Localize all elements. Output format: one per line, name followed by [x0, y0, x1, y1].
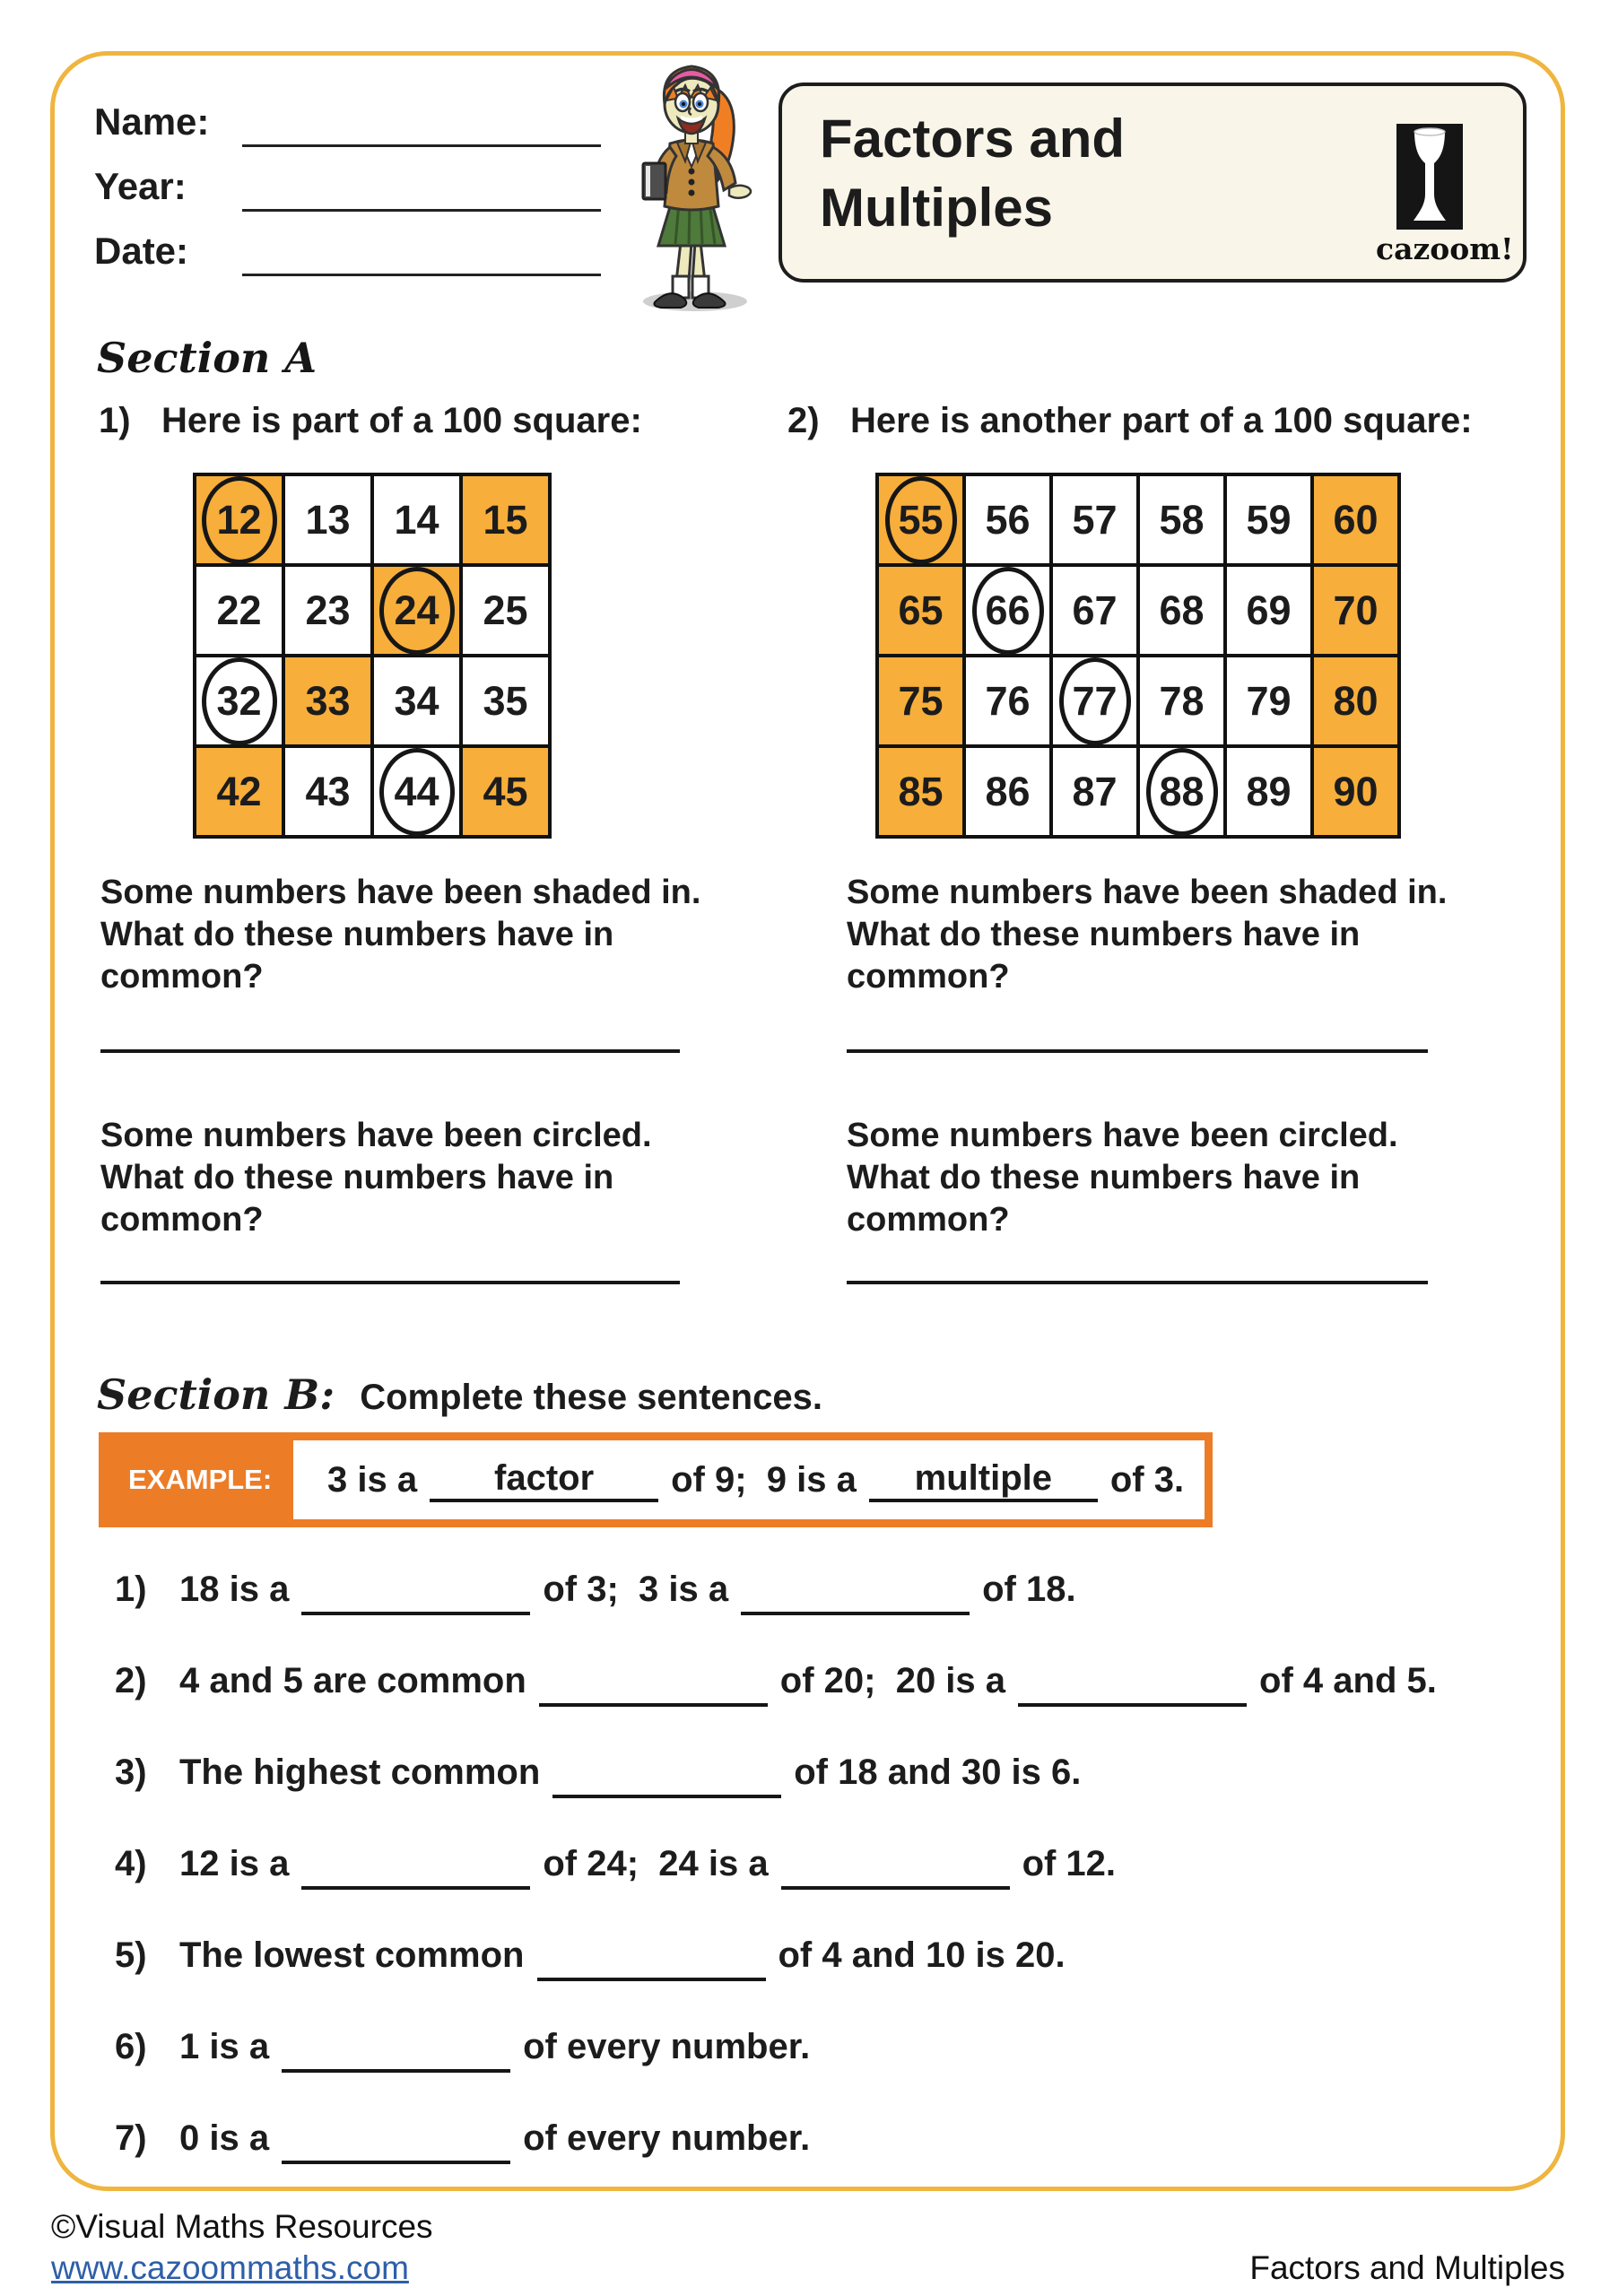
grid-cell-number: 69	[1246, 587, 1292, 633]
sentence	[179, 2118, 810, 2158]
grid-cell	[1138, 656, 1225, 746]
sentence-text: of 9; 9 is a	[671, 1459, 857, 1500]
grid-cell	[964, 565, 1051, 656]
sentence-text: 18 is a	[179, 1570, 290, 1609]
grid-cell	[461, 656, 550, 746]
grid-cell	[964, 474, 1051, 565]
grid-cell	[877, 746, 964, 837]
grid-cell	[195, 746, 283, 837]
grid-cell-number: 78	[1159, 677, 1205, 724]
grid-cell	[461, 474, 550, 565]
grid-cell-number: 80	[1333, 677, 1379, 724]
prompt-line: Some numbers have been circled.	[847, 1117, 1398, 1154]
grid-cell-number: 89	[1246, 768, 1292, 814]
grid-cell-number: 22	[216, 587, 262, 633]
answer-line	[847, 1281, 1428, 1284]
circle-annotation	[1059, 657, 1131, 745]
sentence	[179, 1661, 1437, 1700]
grid-cell	[1051, 565, 1138, 656]
answer-blank	[781, 1845, 1010, 1890]
sentence-item-4	[115, 1844, 1116, 1890]
circled-prompt-grid-1	[100, 1115, 652, 1241]
grid-cell	[283, 656, 372, 746]
question-2	[787, 401, 1473, 441]
grid-cell-number: 76	[985, 677, 1031, 724]
grid-cell-number: 44	[394, 768, 439, 814]
grid-cell-number: 24	[394, 587, 439, 633]
grid-cell-number: 35	[483, 677, 528, 724]
section-b-instruction: Complete these sentences.	[360, 1378, 822, 1417]
grid-cell	[461, 565, 550, 656]
grid-cell-number: 58	[1159, 496, 1205, 543]
sentence-item-6	[115, 2027, 810, 2073]
prompt-line: Some numbers have been shaded in.	[100, 874, 701, 911]
grid-cell	[1051, 656, 1138, 746]
circled-prompt-grid-2	[847, 1115, 1398, 1241]
grid-cell	[1138, 746, 1225, 837]
sentence-text: of 3.	[1109, 1459, 1185, 1500]
grid-cell	[461, 746, 550, 837]
grid-cell	[877, 656, 964, 746]
year-write-line	[242, 165, 601, 212]
question-1-text: Here is part of a 100 square:	[161, 401, 642, 440]
answer-line	[100, 1281, 680, 1284]
grid-cell-number: 77	[1072, 677, 1118, 724]
grid-cell-number: 23	[305, 587, 351, 633]
sentence-text: of 24; 24 is a	[543, 1844, 769, 1883]
circle-annotation	[972, 567, 1044, 655]
grid-cell-number: 88	[1159, 768, 1205, 814]
prompt-line: common?	[100, 958, 264, 996]
sentence-text: of 18.	[982, 1570, 1076, 1609]
grid-cell	[877, 565, 964, 656]
grid-cell-number: 90	[1333, 768, 1379, 814]
grid-cell	[372, 656, 461, 746]
grid-cell	[195, 656, 283, 746]
circle-annotation	[202, 476, 277, 564]
grid-cell	[964, 656, 1051, 746]
grid-cell-number: 75	[898, 677, 944, 724]
name-field-row	[94, 100, 601, 151]
worksheet-title-box	[779, 83, 1527, 283]
sentence-text: 4 and 5 are common	[179, 1661, 526, 1700]
cazoommaths-link[interactable]: www.cazoommaths.com	[51, 2249, 409, 2286]
answer-blank	[282, 2028, 510, 2073]
section-b-heading: Section B:	[97, 1370, 335, 1419]
grid-cell-number: 13	[305, 496, 351, 543]
prompt-line: common?	[847, 1201, 1010, 1239]
date-field-row	[94, 230, 601, 280]
year-field-row	[94, 165, 601, 215]
sentence-text: of 12.	[1022, 1844, 1117, 1883]
question-1-number: 1)	[99, 401, 131, 440]
grid-cell	[195, 474, 283, 565]
grid-cell-number: 60	[1333, 496, 1379, 543]
example-box	[99, 1432, 1213, 1527]
date-label: Date:	[94, 230, 189, 272]
sentence-item-1	[115, 1570, 1076, 1615]
grid-cell-number: 70	[1333, 587, 1379, 633]
prompt-line: What do these numbers have in	[100, 916, 614, 953]
prompt-line: What do these numbers have in	[847, 916, 1361, 953]
sentence-text: of every number.	[523, 2027, 811, 2066]
sentence-text: 0 is a	[179, 2118, 270, 2158]
grid-cell	[877, 474, 964, 565]
grid-cell-number: 43	[305, 768, 351, 814]
prompt-line: common?	[847, 958, 1010, 996]
sentence-text: 1 is a	[179, 2027, 270, 2066]
grid-cell-number: 68	[1159, 587, 1205, 633]
sentence	[179, 1752, 1081, 1792]
cazoom-logo-text: cazoom!	[1376, 231, 1514, 266]
circle-annotation	[885, 476, 957, 564]
answer-blank	[537, 1936, 766, 1981]
grid-cell	[1138, 474, 1225, 565]
example-answer-blank	[869, 1457, 1098, 1502]
section-a-heading: Section A	[97, 334, 318, 382]
grid-cell-number: 59	[1246, 496, 1292, 543]
grid-cell-number: 45	[483, 768, 528, 814]
answer-blank	[301, 1570, 530, 1615]
sentence-text: 3 is a	[327, 1459, 418, 1500]
sentence-text: of 20; 20 is a	[779, 1661, 1006, 1700]
circle-annotation	[379, 748, 455, 836]
example-sentence	[293, 1440, 1205, 1519]
item-number: 3)	[115, 1752, 147, 1792]
prompt-line: Some numbers have been circled.	[100, 1117, 652, 1154]
grid-cell	[372, 746, 461, 837]
hundred-square-grid-2	[875, 473, 1401, 839]
grid-cell-number: 57	[1072, 496, 1118, 543]
shaded-prompt-grid-2	[847, 872, 1447, 998]
prompt-line: common?	[100, 1201, 264, 1239]
name-write-line	[242, 100, 601, 147]
question-2-number: 2)	[787, 401, 820, 440]
cazoom-goblet-icon	[1396, 124, 1463, 230]
grid-cell-number: 79	[1246, 677, 1292, 724]
shaded-prompt-grid-1	[100, 872, 700, 998]
grid-cell-number: 14	[394, 496, 439, 543]
grid-cell-number: 33	[305, 677, 351, 724]
answer-blank	[552, 1753, 781, 1798]
answer-blank	[282, 2119, 510, 2164]
grid-cell-number: 12	[216, 496, 262, 543]
answer-blank	[741, 1570, 970, 1615]
item-number: 4)	[115, 1844, 147, 1883]
sentence-text: of every number.	[523, 2118, 811, 2158]
sentence	[179, 2027, 810, 2066]
grid-cell-number: 34	[394, 677, 439, 724]
circle-annotation	[202, 657, 277, 745]
prompt-line: What do these numbers have in	[100, 1159, 614, 1196]
question-2-text: Here is another part of a 100 square:	[850, 401, 1473, 440]
grid-cell	[283, 565, 372, 656]
sentence-text: of 18 and 30 is 6.	[794, 1752, 1082, 1792]
copyright-text: ©Visual Maths Resources	[51, 2208, 433, 2245]
sentence-item-5	[115, 1935, 1066, 1981]
grid-cell-number: 66	[985, 587, 1031, 633]
grid-cell-number: 25	[483, 587, 528, 633]
student-illustration	[622, 57, 758, 316]
sentence-text: of 4 and 10 is 20.	[778, 1935, 1066, 1975]
sentence-item-3	[115, 1752, 1081, 1798]
sentence	[179, 1570, 1076, 1609]
grid-cell-number: 55	[898, 496, 944, 543]
grid-cell	[1138, 565, 1225, 656]
grid-cell	[964, 746, 1051, 837]
sentence-text: of 3; 3 is a	[543, 1570, 729, 1609]
answer-line	[847, 1049, 1428, 1053]
grid-cell	[1312, 565, 1399, 656]
item-number: 2)	[115, 1661, 147, 1700]
grid-cell	[372, 565, 461, 656]
grid-cell-number: 32	[216, 677, 262, 724]
sentence-text: The highest common	[179, 1752, 541, 1792]
sentence	[179, 1935, 1066, 1975]
example-answer-word: factor	[494, 1458, 595, 1498]
grid-cell-number: 42	[216, 768, 262, 814]
grid-cell	[1225, 474, 1312, 565]
grid-cell	[1225, 656, 1312, 746]
question-1	[99, 401, 642, 441]
sentence-item-2	[115, 1661, 1437, 1707]
hundred-square-grid-1	[193, 473, 552, 839]
example-label: EXAMPLE:	[128, 1464, 273, 1495]
grid-cell	[1225, 565, 1312, 656]
item-number: 5)	[115, 1935, 147, 1975]
grid-cell-number: 15	[483, 496, 528, 543]
grid-cell	[1051, 474, 1138, 565]
prompt-line: Some numbers have been shaded in.	[847, 874, 1448, 911]
sentence-item-7	[115, 2118, 810, 2164]
grid-cell-number: 87	[1072, 768, 1118, 814]
grid-cell-number: 85	[898, 768, 944, 814]
grid-cell	[1225, 746, 1312, 837]
answer-line	[100, 1049, 680, 1053]
answer-blank	[1018, 1662, 1247, 1707]
name-label: Name:	[94, 100, 210, 143]
grid-cell	[1312, 746, 1399, 837]
cazoom-logo	[1376, 124, 1514, 266]
prompt-line: What do these numbers have in	[847, 1159, 1361, 1196]
example-answer-blank	[430, 1457, 658, 1502]
title-line-2: Multiples	[820, 178, 1054, 238]
section-b-heading-row	[97, 1370, 822, 1419]
example-answer-word: multiple	[914, 1458, 1052, 1498]
grid-cell-number: 56	[985, 496, 1031, 543]
footer-doc-title: Factors and Multiples	[1249, 2249, 1565, 2286]
grid-cell-number: 67	[1072, 587, 1118, 633]
year-label: Year:	[94, 165, 187, 207]
item-number: 1)	[115, 1570, 147, 1609]
date-write-line	[242, 230, 601, 276]
grid-cell	[1312, 656, 1399, 746]
sentence-text: The lowest common	[179, 1935, 525, 1975]
worksheet-title	[820, 104, 1125, 242]
grid-cell	[1051, 746, 1138, 837]
answer-blank	[301, 1845, 530, 1890]
item-number: 6)	[115, 2027, 147, 2066]
grid-cell-number: 86	[985, 768, 1031, 814]
sentence-text: 12 is a	[179, 1844, 290, 1883]
grid-cell	[1312, 474, 1399, 565]
circle-annotation	[1146, 748, 1218, 836]
grid-cell	[195, 565, 283, 656]
sentence	[179, 1844, 1116, 1883]
grid-cell	[372, 474, 461, 565]
title-line-1: Factors and	[820, 109, 1126, 169]
grid-cell	[283, 474, 372, 565]
grid-cell	[283, 746, 372, 837]
item-number: 7)	[115, 2118, 147, 2158]
circle-annotation	[379, 567, 455, 655]
answer-blank	[539, 1662, 768, 1707]
sentence-text: of 4 and 5.	[1259, 1661, 1437, 1700]
grid-cell-number: 65	[898, 587, 944, 633]
